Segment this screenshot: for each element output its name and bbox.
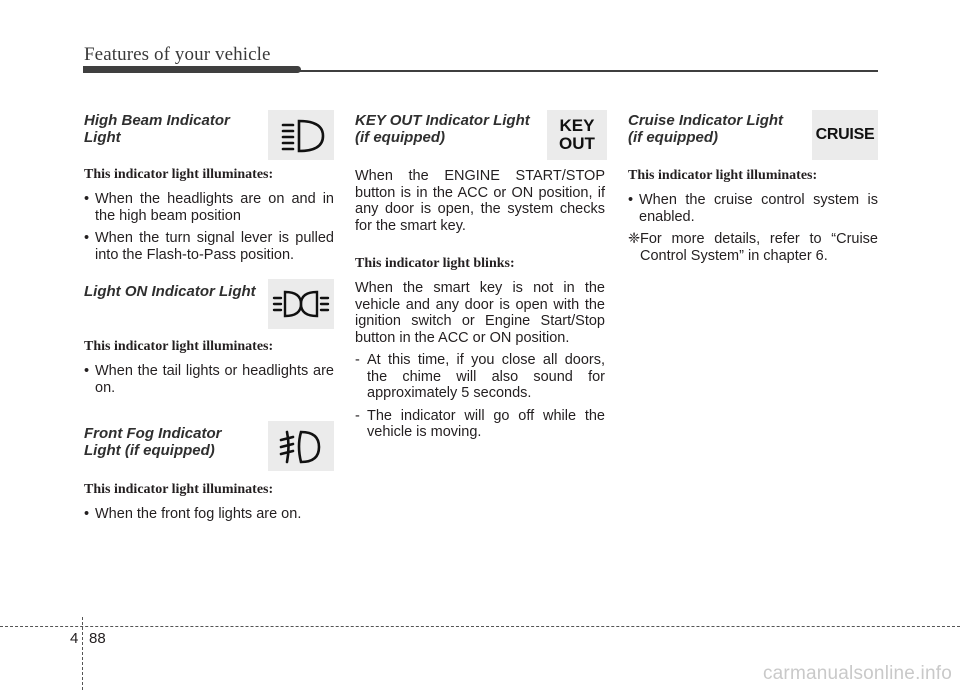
watermark: carmanualsonline.info [762,663,952,684]
key-out-para1: When the ENGINE START/STOP button is in the ACC or ON position, if any door is open, the system checks for the smart key. [355,168,605,234]
cruise-heading-line1: Cruise Indicator Light [628,112,784,129]
column-left [84,112,334,529]
dash-glyph: - [355,407,360,424]
key-out-heading-line1: KEY OUT Indicator Light [355,112,530,129]
front-fog-icon [268,421,334,471]
front-fog-bullets [84,506,334,523]
key-out-icon [547,110,607,160]
list-item [84,230,334,263]
list-item-text: The indicator will go off while the vehicle is moving. [367,407,605,440]
section-cruise [628,112,878,264]
footer-divider [0,626,960,627]
chapter-number: 4 [70,630,79,647]
bullet-glyph: • [84,191,90,207]
key-out-sub: This indicator light blinks: [355,256,515,271]
section-high-beam [84,112,334,272]
column-right [628,112,878,264]
note-mark-icon: ❈ [628,231,641,247]
page-header-title: Features of your vehicle [84,44,271,65]
header-rule-thick [83,66,301,73]
key-out-icon-label [559,117,595,153]
high-beam-icon [268,110,334,160]
high-beam-sub: This indicator light illuminates: [84,167,274,182]
key-out-icon-line1: KEY [559,116,595,135]
high-beam-heading-line2: Light [84,129,121,146]
dash-glyph: - [355,352,360,368]
front-fog-heading-line1: Front Fog Indicator [84,425,222,442]
front-fog-sub: This indicator light illuminates: [84,482,274,497]
tail-light-icon [268,279,334,329]
list-item-text: When the turn signal lever is pulled into the Flash-to-Pass position. [95,230,334,263]
list-item [84,191,334,224]
key-out-dash-list [355,352,605,441]
list-item-text: When the front fog lights are on. [95,506,302,522]
footer-vertical-divider [82,617,83,690]
list-item-text: At this time, if you close all doors, the chime will also sound for approximately 5 seconds. [367,352,605,401]
section-front-fog [84,425,334,523]
light-on-heading: Light ON Indicator Light [84,283,256,300]
high-beam-heading-line1: High Beam Indicator [84,112,230,129]
bullet-glyph: • [84,506,90,522]
bullet-glyph: • [84,230,90,246]
front-fog-heading-line2: Light (if equipped) [84,442,215,459]
cruise-note-text: For more details, refer to “Cruise Control System” in chapter 6. [640,231,878,264]
list-item [355,352,605,402]
cruise-sub: This indicator light illuminates: [628,168,818,183]
list-item-text: When the tail lights or headlights are on. [95,363,334,396]
bullet-glyph: • [84,363,90,379]
page-number: 88 [89,630,106,647]
key-out-para2: When the smart key is not in the vehicle and any door is open with the ignition switch or Engine Start/Stop button in the ACC or ON position. [355,280,605,346]
section-light-on [84,283,334,425]
cruise-icon [812,110,878,160]
bullet-glyph: • [628,192,634,208]
cruise-bullets [628,192,878,225]
cruise-heading-line2: (if equipped) [628,129,718,146]
header-rule-thin [300,70,878,72]
high-beam-bullets [84,191,334,263]
column-middle [355,112,605,447]
cruise-icon-label: CRUISE [815,126,875,143]
list-item [355,408,605,441]
list-item [84,363,334,396]
key-out-icon-line2: OUT [559,134,595,153]
light-on-sub: This indicator light illuminates: [84,339,274,354]
cruise-note [628,231,878,264]
list-item [84,506,334,523]
key-out-heading-line2: (if equipped) [355,129,445,146]
section-key-out [355,112,605,441]
list-item [628,192,878,225]
light-on-bullets [84,363,334,396]
list-item-text: When the headlights are on and in the high beam position [95,191,334,224]
list-item-text: When the cruise control system is enabled. [639,192,878,225]
